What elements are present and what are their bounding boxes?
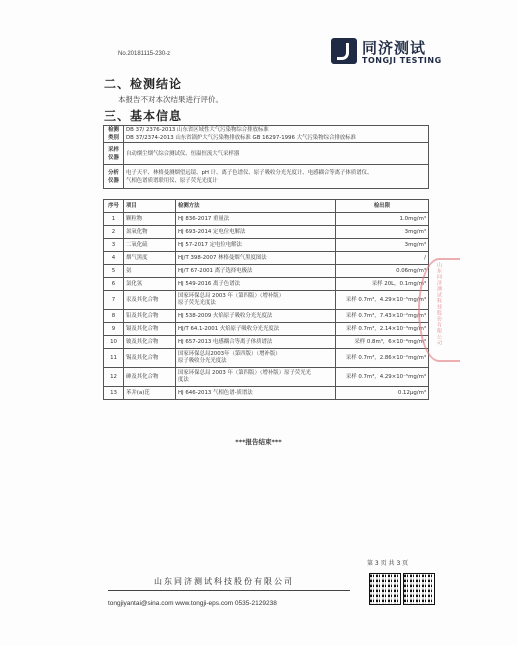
row-item: 锡及其化合物 [124, 349, 176, 368]
row-item: 氯化氢 [124, 278, 176, 291]
row-method-line-1: 国家环保总局 2003 年（第四版）（增补版） [178, 293, 285, 299]
row-method-line-1: HJ 538-2009 火焰原子吸收分光光度法 [178, 312, 273, 319]
page-number: 第 3 页 共 3 页 [367, 560, 409, 567]
row-limit: 采样 0.7m³，2.86×10⁻²mg/m³ [336, 349, 429, 368]
row-limit: 0.12μg/m³ [336, 387, 429, 400]
table-row [104, 265, 429, 278]
row-limit: 3mg/m³ [336, 239, 429, 252]
row-method-line-2: 度法 [178, 377, 189, 383]
sampling-label: 采样仪器 [104, 143, 124, 165]
basis-label: 检测类别 [104, 126, 124, 143]
row-method-line-1: HJ 836-2017 重量法 [178, 215, 230, 222]
row-method [176, 368, 336, 387]
row-limit: 3mg/m³ [336, 226, 429, 239]
row-limit: 1.0mg/m³ [336, 213, 429, 226]
row-item: 氮氧化物 [124, 226, 176, 239]
row-number: 9 [104, 323, 124, 336]
row-limit: 0.06mg/m³ [336, 265, 429, 278]
row-item: 镉及其化合物 [124, 323, 176, 336]
table-row [104, 278, 429, 291]
header-limit: 检出限 [336, 200, 429, 213]
section-conclusion-title: 二、检测结论 [104, 77, 183, 91]
row-method [176, 252, 336, 265]
table-row [104, 349, 429, 368]
header-method: 检测方法 [176, 200, 336, 213]
row-method [176, 387, 336, 400]
row-method [176, 291, 336, 310]
logo-text-en: TONGJI TESTING [362, 56, 442, 65]
row-item: 铅及其化合物 [124, 310, 176, 323]
test-rows [104, 213, 429, 400]
basic-info-table [103, 125, 429, 189]
row-number: 11 [104, 349, 124, 368]
row-method-line-1: HJ/T 64.1-2001 火焰原子吸收分光光度法 [178, 325, 280, 332]
table-row [104, 368, 429, 387]
qr-code [369, 573, 401, 605]
row-method [176, 349, 336, 368]
footer-contact: tongjiyantai@sina.com www.tongji-eps.com 0535-2129238 [108, 600, 277, 607]
row-method-line-1: 国家环保总局 2003 年（第四版）（增补版）原子荧光光 [178, 370, 312, 376]
conclusion-text: 本报告不对本次结果进行评价。 [118, 95, 223, 104]
row-limit: 采样 0.7m³，7.43×10⁻²mg/m³ [336, 310, 429, 323]
row-limit: 采样 0.7m³，4.29×10⁻⁵mg/m³ [336, 291, 429, 310]
row-method-line-1: HJ/T 398-2007 林格曼烟气黑度图法 [178, 254, 267, 261]
row-method-line-2: 原子荧光光度法 [178, 300, 216, 306]
row-item: 铍及其化合物 [124, 336, 176, 349]
footer-company: 山东同济测试科技股份有限公司 [154, 577, 294, 586]
row-method-line-1: HJ 57-2017 定电位电解法 [178, 241, 242, 248]
row-method [176, 310, 336, 323]
company-seal-text: 山东同济测试科技股份有限公司 [436, 262, 442, 346]
row-item: 砷及其化合物 [124, 368, 176, 387]
basis-cell [124, 126, 429, 143]
row-item: 苯并(a)芘 [124, 387, 176, 400]
table-row [104, 323, 429, 336]
footer-divider [108, 590, 350, 591]
table-row [104, 310, 429, 323]
table-row [104, 252, 429, 265]
row-number: 5 [104, 265, 124, 278]
row-method-line-1: HJ 549-2016 离子色谱法 [178, 280, 240, 287]
row-method-line-1: HJ/T 67-2001 离子选择电极法 [178, 267, 253, 274]
table-row [104, 213, 429, 226]
header-item: 项目 [124, 200, 176, 213]
company-logo [331, 36, 481, 68]
row-method [176, 213, 336, 226]
row-number: 12 [104, 368, 124, 387]
row-method [176, 323, 336, 336]
row-method [176, 336, 336, 349]
row-number: 7 [104, 291, 124, 310]
row-item: 二氧化硫 [124, 239, 176, 252]
row-limit: 采样 0.7m³，4.29×10⁻⁵mg/m³ [336, 368, 429, 387]
test-methods-table [103, 199, 429, 400]
row-limit: / [336, 252, 429, 265]
row-number: 3 [104, 239, 124, 252]
header-no: 序号 [104, 200, 124, 213]
row-method-line-1: HJ 657-2013 电感耦合等离子体质谱法 [178, 338, 273, 345]
report-number: No.20181115-230-z [118, 51, 171, 57]
row-method-line-1: 国家环保总局2003年（第四版）（增补版） [178, 351, 281, 357]
report-end-mark: ***报告结束*** [235, 438, 282, 446]
row-method [176, 239, 336, 252]
qr-code [403, 573, 435, 605]
sampling-instruments: 自动烟尘烟气综合测试仪、恒温恒流大气采样器 [124, 143, 429, 165]
row-number: 8 [104, 310, 124, 323]
row-item: 颗粒物 [124, 213, 176, 226]
row-item: 烟气黑度 [124, 252, 176, 265]
row-method [176, 226, 336, 239]
table-row [104, 291, 429, 310]
row-method [176, 265, 336, 278]
row-item: 汞及其化合物 [124, 291, 176, 310]
section-info-title: 三、基本信息 [104, 109, 183, 123]
row-number: 6 [104, 278, 124, 291]
table-row [104, 226, 429, 239]
row-number: 13 [104, 387, 124, 400]
row-limit: 采样 20L，0.1mg/m³ [336, 278, 429, 291]
row-limit: 采样 0.8m³，6×10⁻⁶mg/m³ [336, 336, 429, 349]
row-number: 1 [104, 213, 124, 226]
row-item: 氨 [124, 265, 176, 278]
logo-icon [331, 38, 357, 64]
basis-line-1: DB 37/ 2376-2013 山东省区域性大气污染物综合排放标准 [126, 127, 269, 133]
analysis-cell [124, 165, 429, 189]
logo-text-cn: 同济测试 [362, 39, 427, 57]
row-method-line-1: HJ 646-2013 气相色谱-质谱法 [178, 389, 253, 396]
table-row [104, 336, 429, 349]
row-method-line-2: 原子吸收分光光度法 [178, 358, 227, 364]
table-row [104, 387, 429, 400]
table-row [104, 239, 429, 252]
row-number: 10 [104, 336, 124, 349]
analysis-line-2: 气相色谱质谱联用仪、原子荧光光度计 [126, 177, 218, 184]
row-method [176, 278, 336, 291]
row-number: 2 [104, 226, 124, 239]
analysis-label: 分析仪器 [104, 165, 124, 189]
row-limit: 采样 0.7m³，2.14×10⁻³mg/m³ [336, 323, 429, 336]
row-number: 4 [104, 252, 124, 265]
analysis-line-1: 电子天平、林格曼测烟望远镜、pH 计、离子色谱仪、原子吸收分光光度计、电感耦合等离子体质谱仪、 [126, 169, 373, 176]
row-method-line-1: HJ 693-2014 定电位电解法 [178, 228, 246, 235]
basis-line-2: DB 37/2374-2013 山东省锅炉大气污染物排放标准 GB 16297-1996 大气污染物综合排放标准 [126, 135, 356, 141]
